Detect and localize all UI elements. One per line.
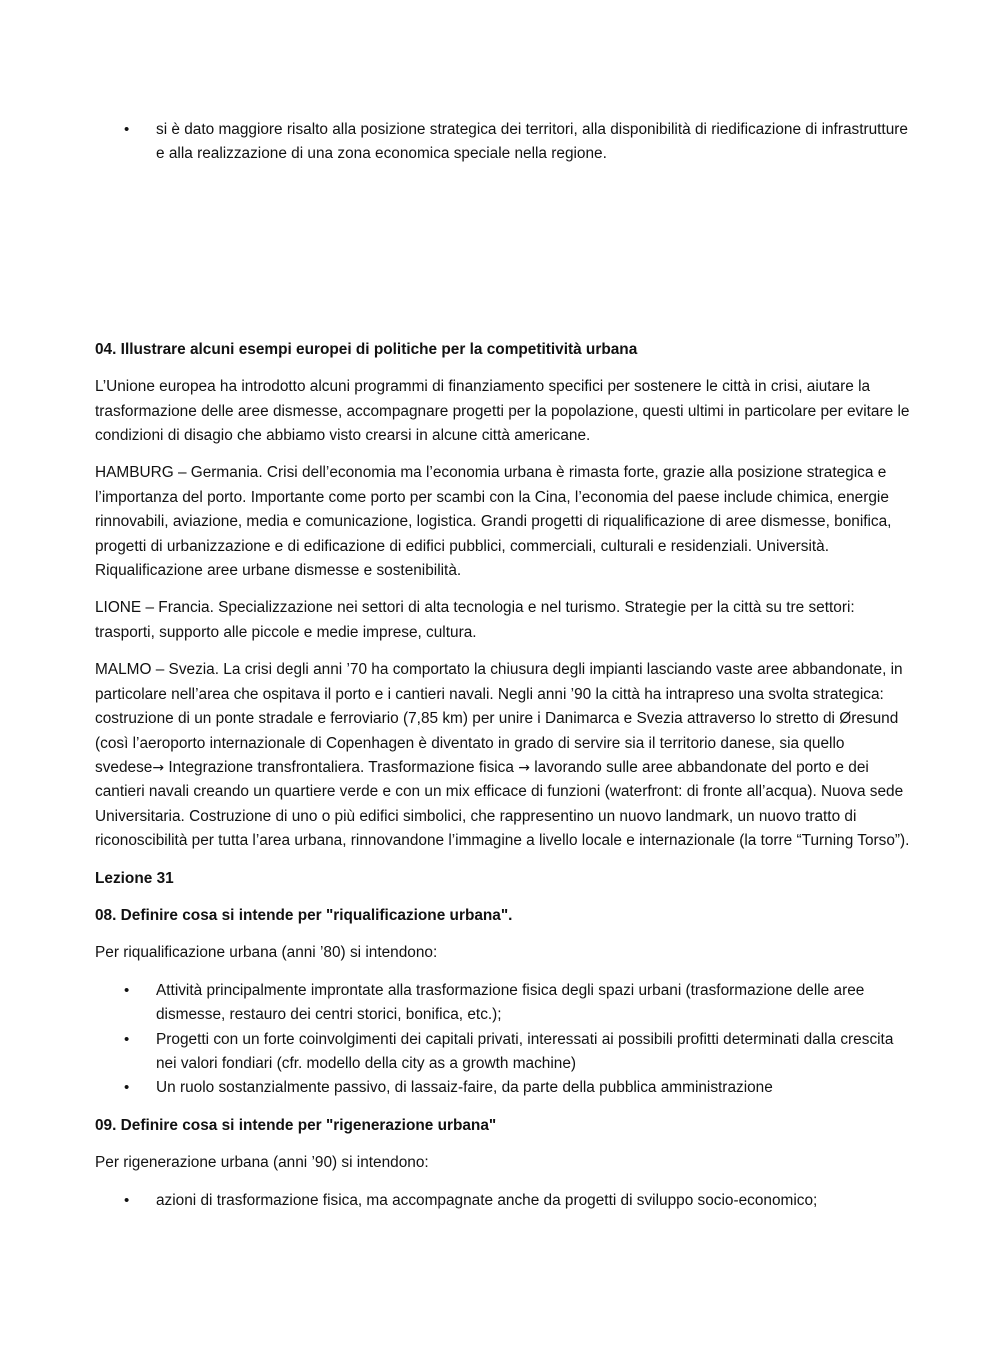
top-bullet-list bbox=[95, 118, 910, 167]
paragraph-malmo bbox=[95, 658, 910, 853]
section-09-title: 09. Definire cosa si intende per "rigenerazione urbana" bbox=[95, 1116, 497, 1134]
malmo-text-1: MALMO – Svezia. La crisi degli anni ’70 ha comportato la chiusura degli impianti lasciando vaste aree abbandonate, in particolare nell’area che ospitava il porto e i cantieri navali. Negli anni ’90 la città ha intrapreso una svolta strategica: costruzione di un ponte stradale e ferroviario (7,85 km) per unire i Danimarca e Svezia attraverso lo stretto di Øresund (così l’aeroporto internazionale di Copenhagen è diventato in grado di servire sia il territorio danese, sia quello svedese bbox=[95, 661, 903, 776]
section-04-title: 04. Illustrare alcuni esempi europei di politiche per la competitività urbana bbox=[95, 340, 638, 358]
bullet-icon: • bbox=[124, 981, 130, 999]
paragraph-lione: LIONE – Francia. Specializzazione nei settori di alta tecnologia e nel turismo. Strategie per la città su tre settori: trasporti, supporto alle piccole e medie imprese, cultura. bbox=[95, 599, 855, 641]
list-item-text: Un ruolo sostanzialmente passivo, di lassaiz-faire, da parte della pubblica amministrazione bbox=[156, 1079, 773, 1097]
document-page bbox=[95, 118, 910, 1213]
section-09-list bbox=[95, 1189, 910, 1213]
list-item-text: Progetti con un forte coinvolgimenti dei capitali privati, interessati ai possibili profitti determinati dalla crescita nei valori fondiari (cfr. modello della city as a growth machine) bbox=[156, 1030, 894, 1072]
list-item bbox=[95, 1076, 910, 1100]
section-08-intro: Per riqualificazione urbana (anni ’80) si intendono: bbox=[95, 944, 438, 962]
section-09-intro: Per rigenerazione urbana (anni ’90) si intendono: bbox=[95, 1154, 429, 1172]
list-item bbox=[95, 979, 910, 1028]
arrow-right-icon: → bbox=[152, 759, 165, 776]
list-item-text: azioni di trasformazione fisica, ma accompagnate anche da progetti di sviluppo socio-economico; bbox=[156, 1191, 818, 1209]
lesson-title: Lezione 31 bbox=[95, 869, 174, 887]
malmo-text-2: Integrazione transfrontaliera. Trasformazione fisica bbox=[164, 758, 519, 776]
section-08-list bbox=[95, 979, 910, 1101]
paragraph-hamburg: HAMBURG – Germania. Crisi dell’economia ma l’economia urbana è rimasta forte, grazie alla posizione strategica e l’importanza del porto. Importante come porto per scambi con la Cina, l’economia del paese include chimica, energie rinnovabili, aviazione, media e comunicazione, logistica. Grandi progetti di riqualificazione di aree dismesse, bonifica, progetti di urbanizzazione e di edificazione di edifici pubblici, commerciali, culturali e residenziali. Università. Riqualificazione aree urbane dismesse e sostenibilità. bbox=[95, 464, 892, 580]
bullet-icon: • bbox=[124, 121, 130, 138]
list-item bbox=[95, 118, 910, 167]
list-item bbox=[95, 1189, 910, 1213]
bullet-icon: • bbox=[124, 1191, 130, 1209]
list-item-text: Attività principalmente improntate alla trasformazione fisica degli spazi urbani (trasformazione delle aree dismesse, restauro dei centri storici, bonifica, etc.); bbox=[156, 981, 865, 1024]
section-04-intro: L’Unione europea ha introdotto alcuni programmi di finanziamento specifici per sostenere le città in crisi, aiutare la trasformazione delle aree dismesse, accompagnare progetti per la popolazione, questi ultimi in particolare per evitare le condizioni di disagio che abbiamo visto crearsi in alcune città americane. bbox=[95, 378, 910, 445]
list-item-text: si è dato maggiore risalto alla posizione strategica dei territori, alla disponibilità di riedificazione di infrastrutture e alla realizzazione di una zona economica speciale nella regione. bbox=[156, 121, 908, 163]
bullet-icon: • bbox=[124, 1079, 130, 1097]
malmo-text-3: lavorando sulle aree abbandonate del porto e dei cantieri navali creando un quartiere verde e con un mix efficace di funzioni (waterfront: di fronte all’acqua). Nuova sede Universitaria. Costruzione di uno o più edifici simbolici, che rappresentino un nuovo landmark, un nuovo tratto di riconoscibilità per tutta l’area urbana, rinnovandone l’immagine a livello locale e internazionale (la torre “Turning Torso”). bbox=[95, 758, 910, 850]
arrow-right-icon: → bbox=[518, 759, 530, 776]
list-item bbox=[95, 1028, 910, 1077]
section-08-title: 08. Definire cosa si intende per "riqualificazione urbana". bbox=[95, 906, 513, 924]
bullet-icon: • bbox=[124, 1030, 130, 1048]
